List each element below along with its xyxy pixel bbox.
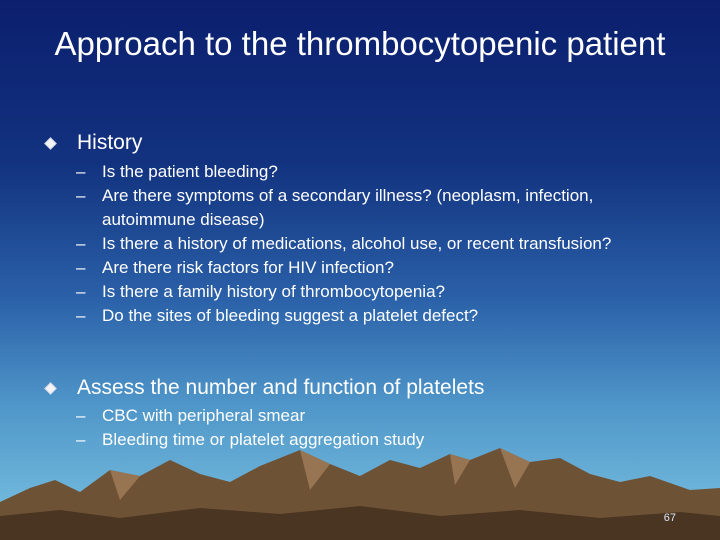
list-item: – Do the sites of bleeding suggest a platelet defect?: [76, 306, 479, 325]
bullet-label: History: [77, 131, 143, 154]
list-item: – Is there a family history of thrombocytopenia?: [76, 282, 445, 301]
list-item: – Bleeding time or platelet aggregation study: [76, 430, 425, 449]
slide-title: Approach to the thrombocytopenic patient: [54, 25, 666, 62]
diamond-bullet-icon: [44, 382, 57, 395]
page-number: 67: [663, 512, 676, 524]
list-item: – Are there risk factors for HIV infection?: [76, 258, 394, 277]
mountain-range-illustration: [0, 430, 720, 540]
diamond-bullet-icon: [44, 137, 57, 150]
bullet-label: Assess the number and function of platelets: [77, 376, 485, 399]
list-item: – CBC with peripheral smear: [76, 406, 306, 425]
list-item: – Is the patient bleeding?: [76, 162, 278, 181]
bullet-assess-platelets: [46, 375, 484, 401]
list-item: – Are there symptoms of a secondary illness? (neoplasm, infection, autoimmune disease): [76, 186, 594, 229]
bullet-history: [46, 130, 142, 156]
list-item: – Is there a history of medications, alcohol use, or recent transfusion?: [76, 234, 612, 253]
history-sublist: [76, 160, 636, 328]
